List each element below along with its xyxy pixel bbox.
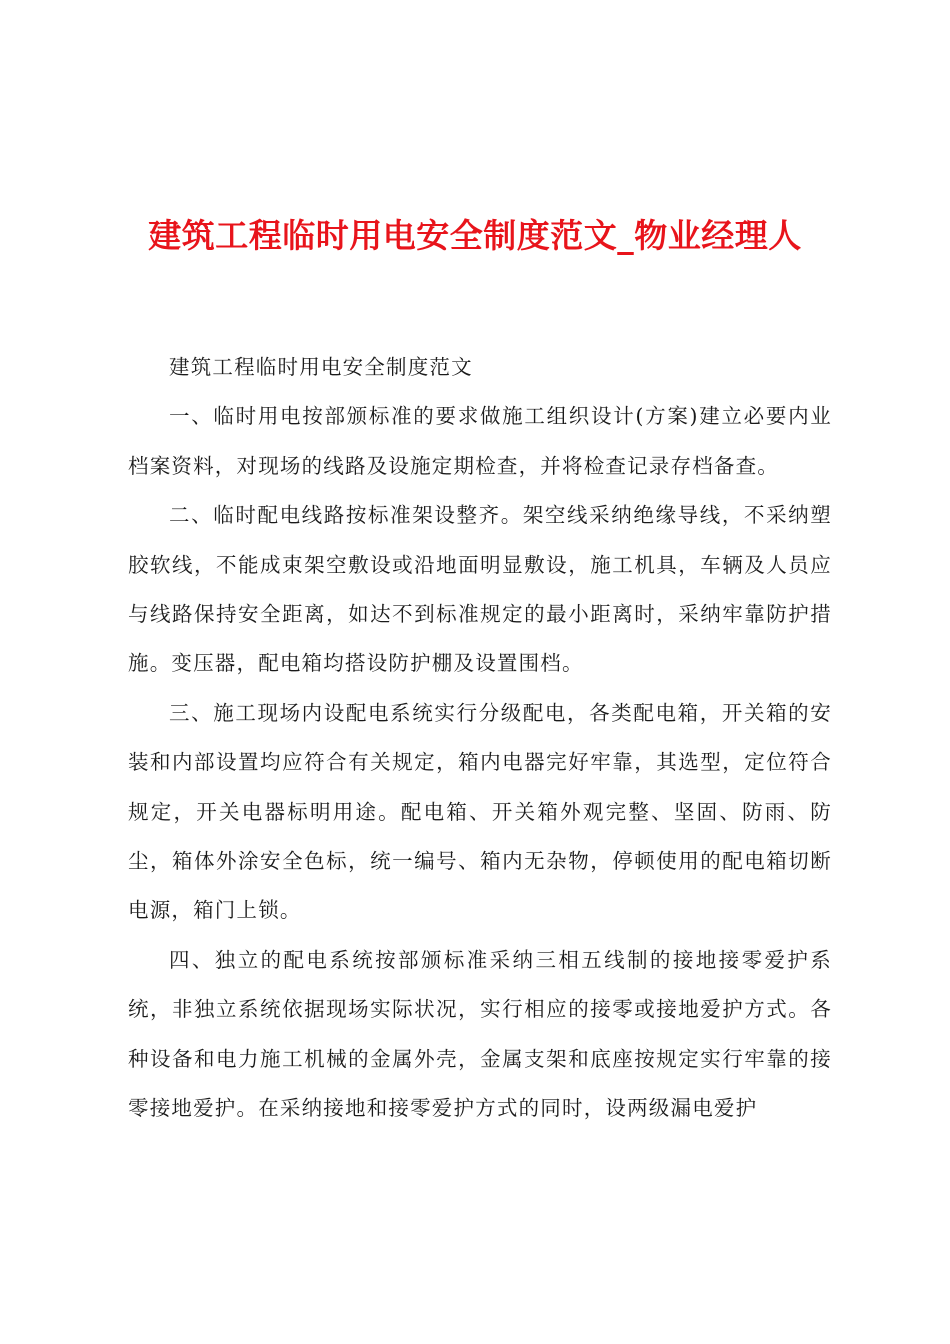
- paragraph-2: 二、临时配电线路按标准架设整齐。架空线采纳绝缘导线，不采纳塑胶软线，不能成束架空敷设或沿地面明显敷设，施工机具，车辆及人员应与线路保持安全距离，如达不到标准规定的最小距离时，采纳牢靠防护措施。变压器，配电箱均搭设防护棚及设置围档。: [128, 503, 832, 676]
- document-body: [128, 343, 832, 1134]
- document-title: 建筑工程临时用电安全制度范文_物业经理人: [148, 216, 802, 255]
- paragraph-1: 一、临时用电按部颁标准的要求做施工组织设计(方案)建立必要内业档案资料，对现场的线路及设施定期检查，并将检查记录存档备查。: [128, 404, 832, 478]
- paragraph-4: 四、独立的配电系统按部颁标准采纳三相五线制的接地接零爱护系统，非独立系统依据现场实际状况，实行相应的接零或接地爱护方式。各种设备和电力施工机械的金属外壳，金属支架和底座按规定实行牢靠的接零接地爱护。在采纳接地和接零爱护方式的同时，设两级漏电爱护: [128, 947, 832, 1121]
- paragraph-subtitle: 建筑工程临时用电安全制度范文: [169, 355, 473, 379]
- paragraph-3: 三、施工现场内设配电系统实行分级配电，各类配电箱，开关箱的安装和内部设置均应符合有关规定，箱内电器完好牢靠，其选型，定位符合规定，开关电器标明用途。配电箱、开关箱外观完整、坚固、防雨、防尘，箱体外涂安全色标，统一编号、箱内无杂物，停顿使用的配电箱切断电源，箱门上锁。: [128, 700, 832, 923]
